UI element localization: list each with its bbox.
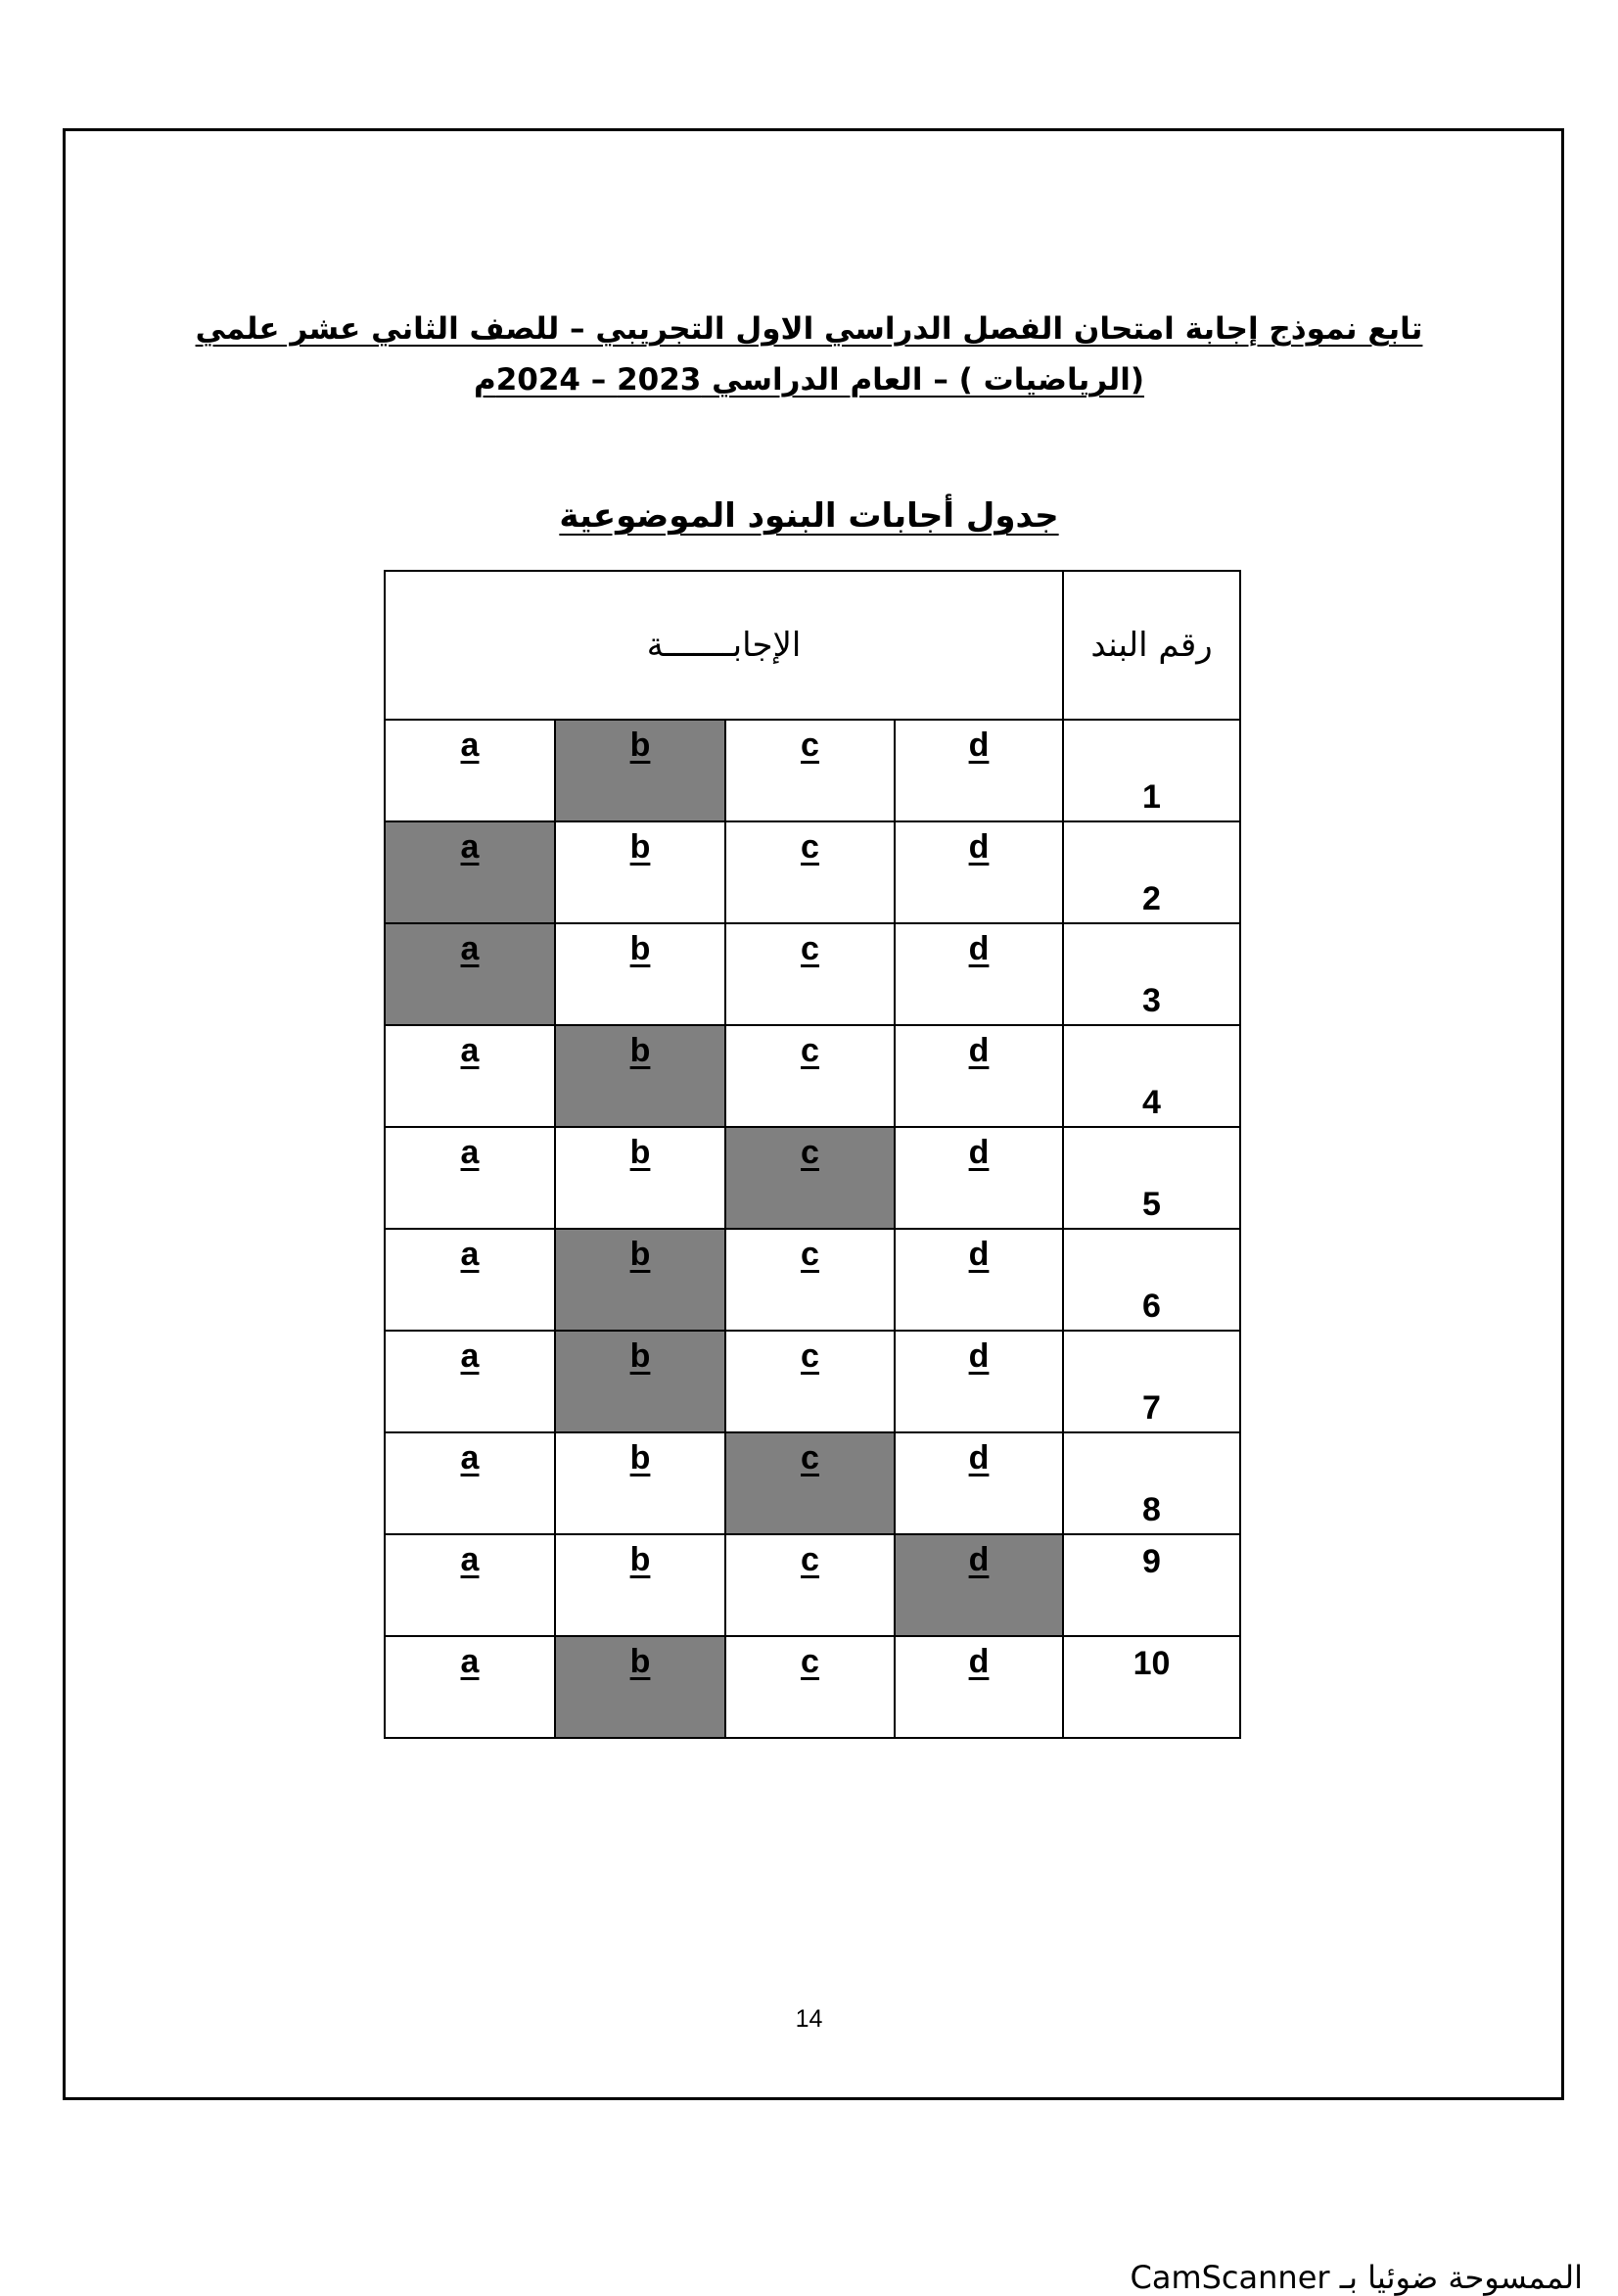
option-c-cell: c: [725, 720, 895, 821]
option-b-cell: b: [555, 1025, 725, 1127]
option-d-cell: d: [895, 720, 1063, 821]
option-a-cell: a: [385, 923, 555, 1025]
table-title: جدول أجابات البنود الموضوعية: [559, 496, 1059, 536]
option-d-cell: d: [895, 1636, 1063, 1738]
option-b-cell: b: [555, 923, 725, 1025]
option-a-cell: a: [385, 1331, 555, 1432]
item-number-cell: 4: [1063, 1025, 1240, 1127]
option-c-cell: c: [725, 1229, 895, 1331]
option-a-cell: a: [385, 1127, 555, 1229]
option-d-cell: d: [895, 1025, 1063, 1127]
item-number-cell: 3: [1063, 923, 1240, 1025]
item-number-cell: 8: [1063, 1432, 1240, 1534]
option-b-cell: b: [555, 821, 725, 923]
option-a-cell: a: [385, 1636, 555, 1738]
option-b-cell: b: [555, 1636, 725, 1738]
item-number-cell: 6: [1063, 1229, 1240, 1331]
table-row: [385, 1636, 1240, 1738]
option-d-cell: d: [895, 1229, 1063, 1331]
option-d-cell: d: [895, 1331, 1063, 1432]
option-c-cell: c: [725, 923, 895, 1025]
table-row: [385, 821, 1240, 923]
option-b-cell: b: [555, 1534, 725, 1636]
item-number-cell: 2: [1063, 821, 1240, 923]
camscanner-watermark: الممسوحة ضوئيا بـ CamScanner: [1130, 2259, 1583, 2296]
answer-rows: [385, 720, 1240, 1738]
table-row: [385, 1025, 1240, 1127]
item-number-cell: 10: [1063, 1636, 1240, 1738]
item-number-header: رقم البند: [1063, 571, 1240, 720]
option-a-cell: a: [385, 1229, 555, 1331]
item-number-cell: 7: [1063, 1331, 1240, 1432]
option-a-cell: a: [385, 821, 555, 923]
option-c-cell: c: [725, 1127, 895, 1229]
option-b-cell: b: [555, 1127, 725, 1229]
option-b-cell: b: [555, 1229, 725, 1331]
option-c-cell: c: [725, 1432, 895, 1534]
answer-header: الإجابـــــــة: [385, 571, 1063, 720]
option-b-cell: b: [555, 1432, 725, 1534]
option-d-cell: d: [895, 1127, 1063, 1229]
option-b-cell: b: [555, 1331, 725, 1432]
answers-table: [384, 570, 1241, 1739]
option-d-cell: d: [895, 1432, 1063, 1534]
item-number-cell: 5: [1063, 1127, 1240, 1229]
table-row: [385, 1432, 1240, 1534]
option-b-cell: b: [555, 720, 725, 821]
option-c-cell: c: [725, 821, 895, 923]
item-number-cell: 9: [1063, 1534, 1240, 1636]
option-a-cell: a: [385, 1534, 555, 1636]
option-a-cell: a: [385, 720, 555, 821]
option-a-cell: a: [385, 1432, 555, 1534]
item-number-cell: 1: [1063, 720, 1240, 821]
option-c-cell: c: [725, 1636, 895, 1738]
page-number: 14: [795, 2005, 823, 2033]
table-row: [385, 923, 1240, 1025]
header-line-2: (الرياضيات ) – العام الدراسي 2023 – 2024م: [473, 362, 1145, 398]
option-c-cell: c: [725, 1331, 895, 1432]
option-d-cell: d: [895, 821, 1063, 923]
table-row: [385, 1331, 1240, 1432]
option-c-cell: c: [725, 1534, 895, 1636]
header-line-1: تابع نموذج إجابة امتحان الفصل الدراسي الاول التجريبي – للصف الثاني عشر علمي: [195, 311, 1423, 347]
option-c-cell: c: [725, 1025, 895, 1127]
option-a-cell: a: [385, 1025, 555, 1127]
table-row: [385, 1127, 1240, 1229]
table-row: [385, 720, 1240, 821]
table-row: [385, 1229, 1240, 1331]
option-d-cell: d: [895, 1534, 1063, 1636]
table-header-row: [385, 571, 1240, 720]
table-row: [385, 1534, 1240, 1636]
option-d-cell: d: [895, 923, 1063, 1025]
